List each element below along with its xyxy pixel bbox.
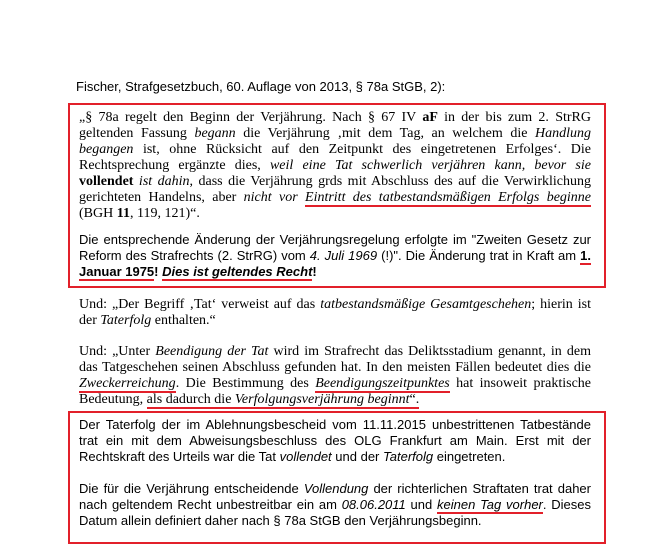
underline-verfolgungsverjaehrung: als dadurch die Verfolgungsverjährung beginnt“.: [146, 392, 420, 407]
fischer-quote-paragraph: „§ 78a regelt den Beginn der Verjährung. Nach § 67 IV aF in der bis zum 2. StrRG geltenden Fassung begann die Verjährung ‚mit dem Tag, an welchem die Handlung begangen ist, ohne Rücksicht auf den Zeitpunkt des eingetretenen Erfolges‘. Die Rechtsprechung ergänzte dies, weil eine Tat schwerlich verjähren kann, bevor sie vollendet ist dahin, dass die Verjährung grds mit Abschluss des auf die Verwirklichung gerichteten Handelns, aber nicht vor Eintritt des tatbestandsmäßigen Erfolgs beginne (BGH 11, 119, 121)“.: [79, 110, 592, 221]
beendigung-paragraph: Und: „Unter Beendigung der Tat wird im Strafrecht das Deliktsstadium genannt, in dem das Tatgeschehen seinen Abschluss gefunden hat. In den meisten Fällen bedeutet dies die Zweckerreichung. Die Bestimmung des Beendigungszeitpunktes hat insoweit praktische Bedeutung, als dadurch die Verfolgungsverjährung beginnt“.: [79, 344, 591, 407]
underline-geltendes-recht: Dies ist geltendes Recht: [162, 264, 313, 279]
underline-keinen-tag-vorher: keinen Tag vorher: [437, 497, 543, 512]
underline-eintritt-erfolg: Eintritt des tatbestandsmäßigen Erfolgs beginne: [305, 190, 592, 205]
tat-definition-paragraph: Und: „Der Begriff ‚Tat‘ verweist auf das tatbestandsmäßige Gesamtgeschehen; hierin ist der Taterfolg enthalten.“: [79, 297, 591, 328]
verjaehrungsbeginn-paragraph: Die für die Verjährung entscheidende Vollendung der richterlichen Straftaten trat daher nach geltendem Recht unbestreitbar ein am 08.06.2011 und keinen Tag vorher. Dieses Datum allein definiert daher nach § 78a StGB den Verjährungsbeginn.: [79, 481, 591, 528]
underline-beendigungszeitpunkt: Beendigungszeitpunktes: [315, 376, 450, 391]
underline-zweckerreichung: Zweckerreichung: [79, 376, 176, 391]
document-heading: Fischer, Strafgesetzbuch, 60. Auflage von 2013, § 78a StGB, 2):: [76, 79, 446, 94]
taterfolg-paragraph: Der Taterfolg der im Ablehnungsbescheid vom 11.11.2015 unbestrittenen Tatbestände trat ein mit dem Abweisungsbeschluss des OLG Frankfurt am Main. Erst mit der Rechtskraft des Urteils war die Tat vollendet und der Taterfolg eingetreten.: [79, 417, 591, 464]
law-change-paragraph: Die entsprechende Änderung der Verjährungsregelung erfolgte im "Zweiten Gesetz zur Reform des Strafrechts (2. StrRG) vom 4. Juli 1969 (!)". Die Änderung trat in Kraft am 1. Januar 1975! Dies ist geltendes Recht!: [79, 232, 591, 279]
underline-date-1975: 1. Januar 1975: [79, 248, 591, 279]
